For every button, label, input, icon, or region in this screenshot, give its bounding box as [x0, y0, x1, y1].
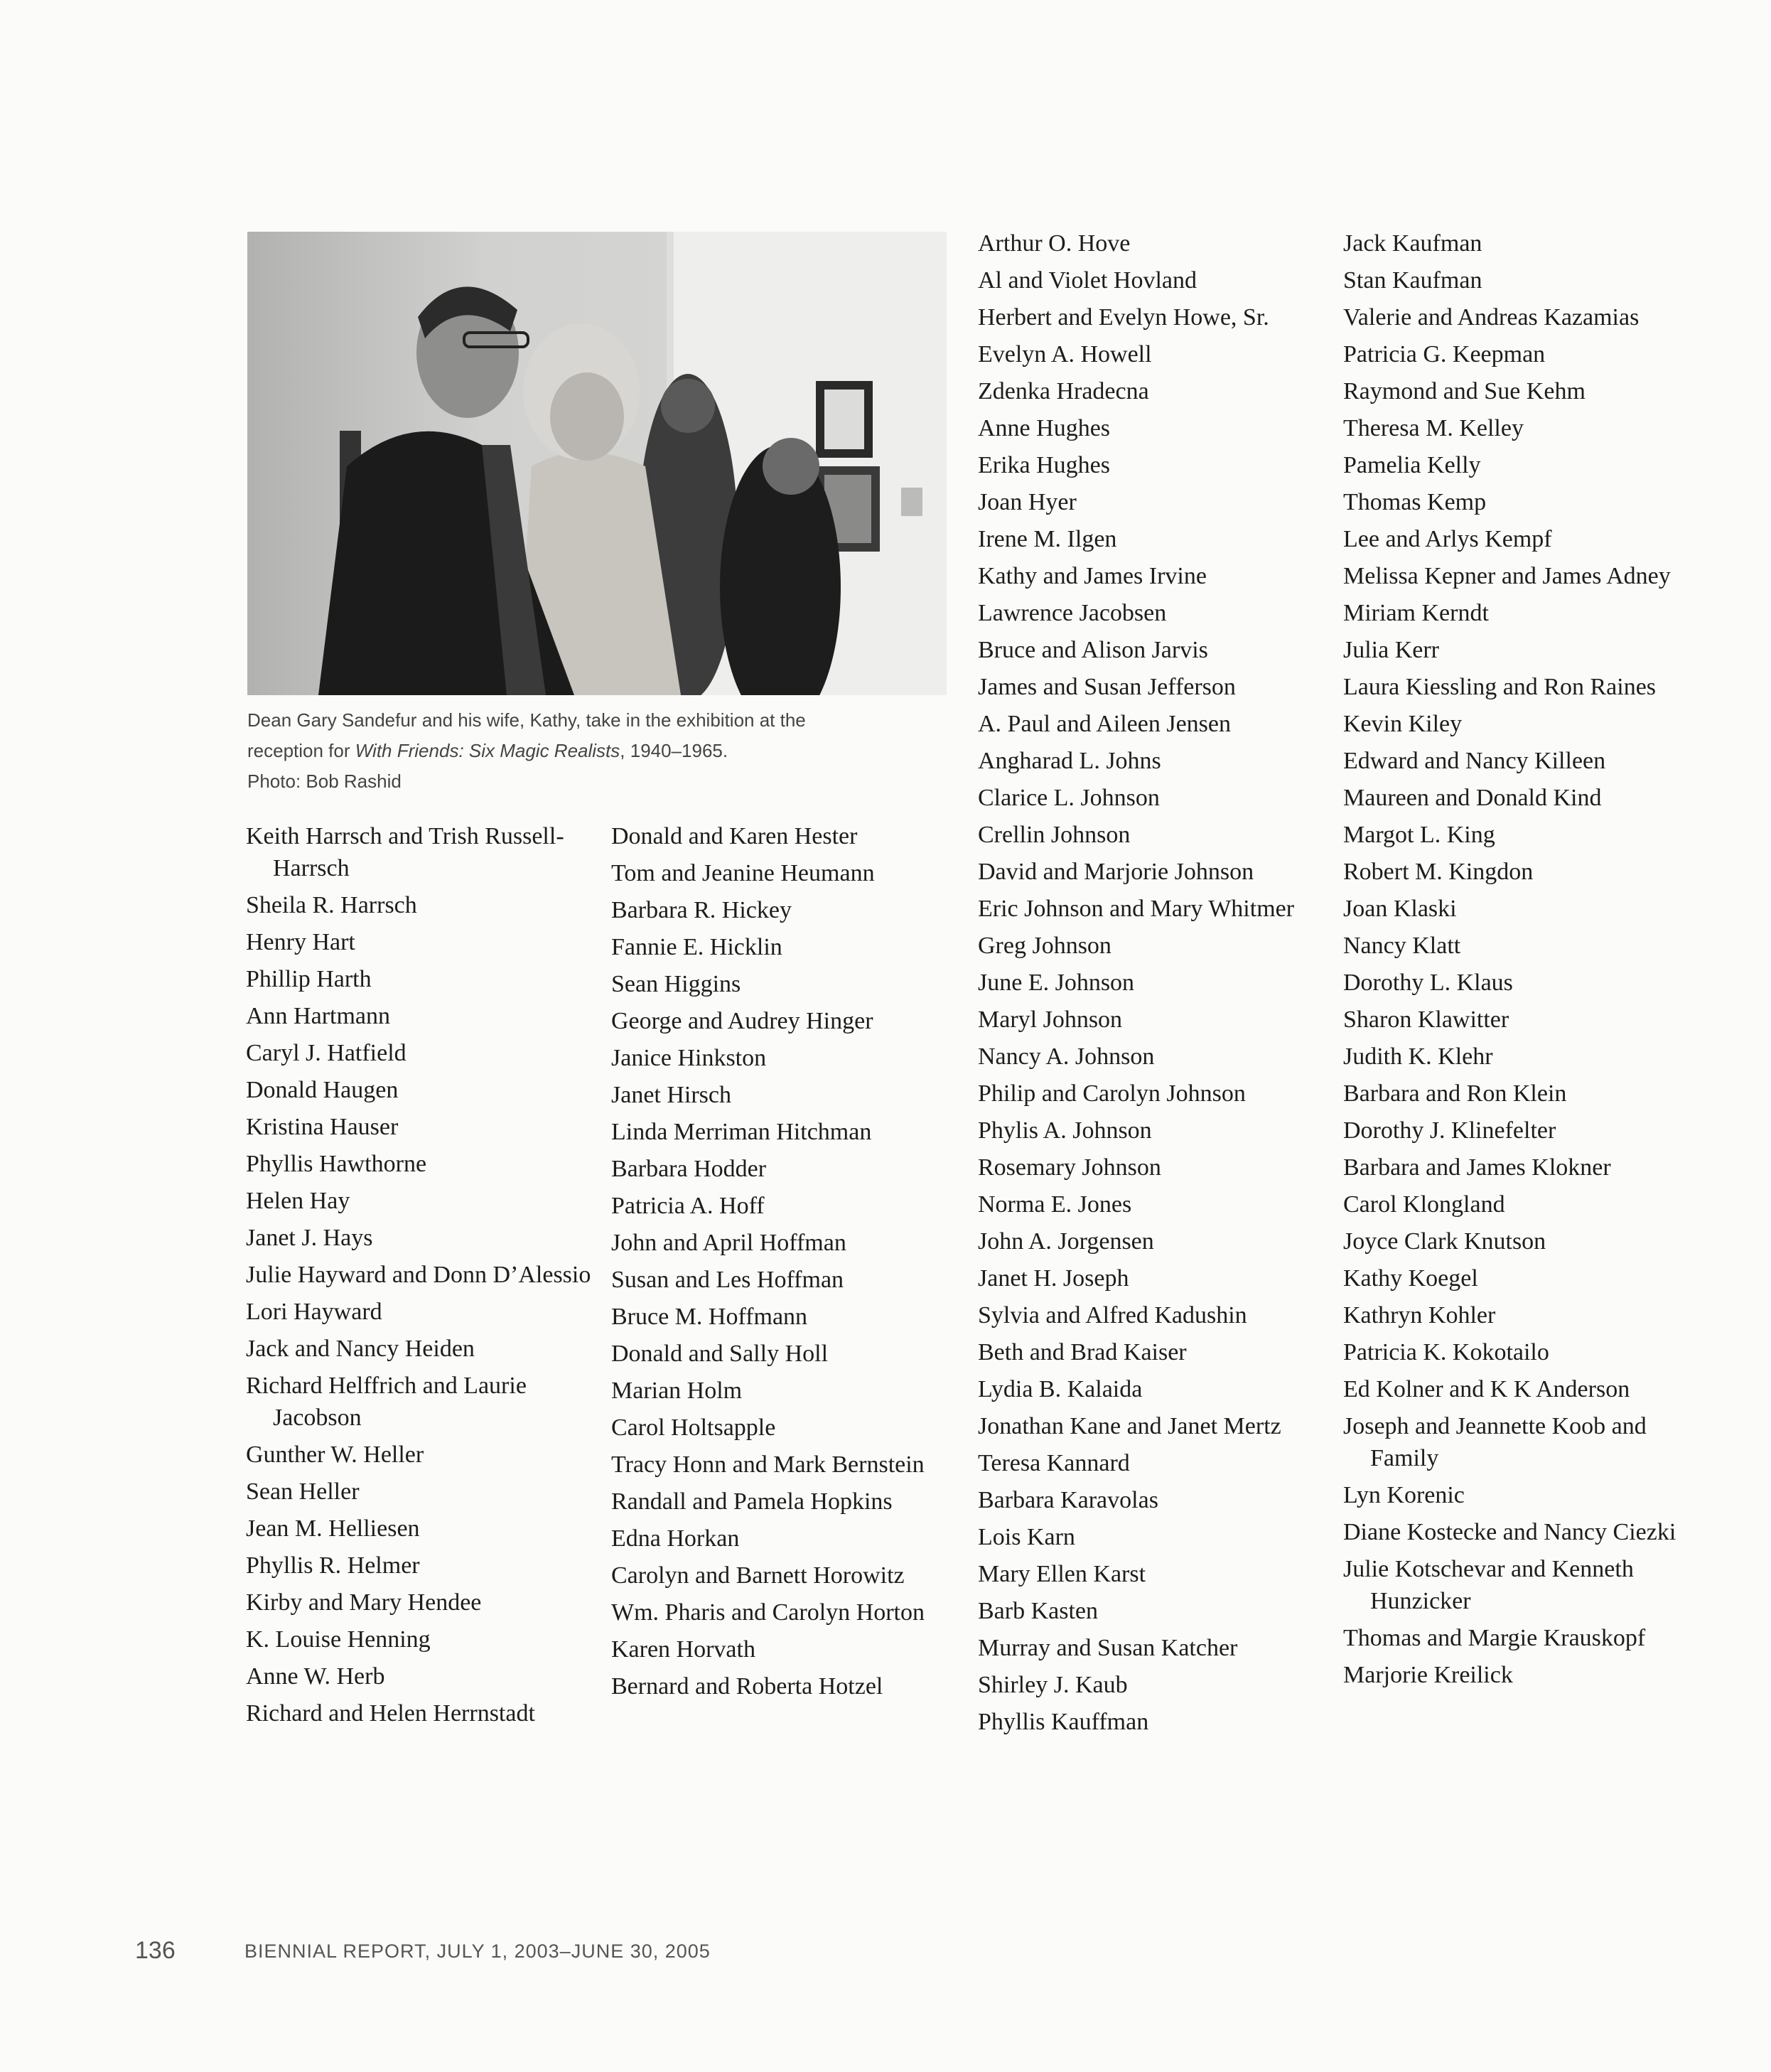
running-title: BIENNIAL REPORT, JULY 1, 2003–JUNE 30, 2005	[244, 1941, 711, 1962]
donor-name: Murray and Susan Katcher	[978, 1635, 1238, 1661]
donor-name: Kirby and Mary Hendee	[246, 1589, 482, 1616]
donor-name: Judith K. Klehr	[1343, 1043, 1493, 1070]
donor-name: Barbara Hodder	[611, 1156, 767, 1182]
donor-column-4	[1343, 227, 1699, 1696]
donor-name: John and April Hoffman	[611, 1230, 846, 1256]
exhibition-photo	[247, 232, 947, 695]
donor-name: Maureen and Donald Kind	[1343, 785, 1602, 811]
donor-name: Beth and Brad Kaiser	[978, 1339, 1187, 1365]
donor-name: Dorothy J. Klinefelter	[1343, 1117, 1556, 1144]
donor-name: Janet J. Hays	[246, 1225, 373, 1251]
donor-name: Erika Hughes	[978, 452, 1111, 478]
donor-name: George and Audrey Hinger	[611, 1008, 873, 1034]
donor-name: Carolyn and Barnett Horowitz	[611, 1562, 905, 1589]
donor-name: Sylvia and Alfred Kadushin	[978, 1302, 1247, 1328]
donor-name: Patricia G. Keepman	[1343, 341, 1546, 367]
donor-name: Kathy Koegel	[1343, 1265, 1478, 1292]
donor-name: Crellin Johnson	[978, 822, 1131, 848]
donor-name: Fannie E. Hicklin	[611, 934, 782, 960]
donor-name: John A. Jorgensen	[978, 1228, 1154, 1255]
donor-name: Barb Kasten	[978, 1598, 1099, 1624]
donor-name: Sheila R. Harrsch	[246, 892, 417, 918]
donor-name: Carol Klongland	[1343, 1191, 1505, 1218]
donor-name: Anne Hughes	[978, 415, 1111, 441]
donor-name: Evelyn A. Howell	[978, 341, 1152, 367]
donor-name: Jack Kaufman	[1343, 230, 1482, 257]
donor-name: Joan Hyer	[978, 489, 1077, 515]
donor-name: Henry Hart	[246, 929, 355, 955]
donor-name: Jean M. Helliesen	[246, 1515, 420, 1542]
donor-name: Susan and Les Hoffman	[611, 1267, 844, 1293]
donor-name: Barbara Karavolas	[978, 1487, 1158, 1513]
donor-name: Clarice L. Johnson	[978, 785, 1160, 811]
donor-name: David and Marjorie Johnson	[978, 859, 1254, 885]
donor-name: Phillip Harth	[246, 966, 372, 992]
donor-name: Tom and Jeanine Heumann	[611, 860, 875, 886]
donor-name: Donald Haugen	[246, 1077, 399, 1103]
donor-name: Kristina Hauser	[246, 1114, 399, 1140]
donor-name: Nancy Klatt	[1343, 933, 1461, 959]
donor-name: Lydia B. Kalaida	[978, 1376, 1143, 1402]
donor-name: Richard Helffrich and Laurie Jacobson	[246, 1373, 527, 1431]
donor-name: Julie Hayward and Donn D’Alessio	[246, 1262, 591, 1288]
donor-name: Keith Harrsch and Trish Russell-Harrsch	[246, 823, 564, 881]
donor-name: Linda Merriman Hitchman	[611, 1119, 872, 1145]
donor-name: Lawrence Jacobsen	[978, 600, 1167, 626]
donor-name: Edna Horkan	[611, 1525, 740, 1552]
donor-name: Bernard and Roberta Hotzel	[611, 1673, 883, 1700]
page-number: 136	[135, 1937, 176, 1964]
donor-name: Sean Heller	[246, 1478, 360, 1505]
donor-name: Barbara R. Hickey	[611, 897, 792, 923]
donor-name: Lori Hayward	[246, 1299, 382, 1325]
donor-name: Helen Hay	[246, 1188, 350, 1214]
donor-name: Wm. Pharis and Carolyn Horton	[611, 1599, 925, 1626]
exhibition-title: With Friends: Six Magic Realists	[355, 740, 620, 761]
donor-name: Marian Holm	[611, 1378, 743, 1404]
donor-name: Phyllis Hawthorne	[246, 1151, 427, 1177]
donor-name: Joan Klaski	[1343, 896, 1457, 922]
donor-name: Sharon Klawitter	[1343, 1007, 1509, 1033]
donor-name: Miriam Kerndt	[1343, 600, 1489, 626]
caption-suffix: , 1940–1965.	[620, 740, 728, 761]
donor-name: Julia Kerr	[1343, 637, 1440, 663]
donor-name: Anne W. Herb	[246, 1663, 385, 1690]
donor-name: Diane Kostecke and Nancy Ciezki	[1343, 1519, 1676, 1545]
donor-name: Philip and Carolyn Johnson	[978, 1080, 1246, 1107]
donor-name: Zdenka Hradecna	[978, 378, 1149, 404]
donor-name: Al and Violet Hovland	[978, 267, 1197, 294]
donor-name: Ann Hartmann	[246, 1003, 391, 1029]
photo-credit: Photo: Bob Rashid	[247, 771, 402, 792]
donor-name: Bruce and Alison Jarvis	[978, 637, 1208, 663]
donor-name: Jonathan Kane and Janet Mertz	[978, 1413, 1281, 1439]
donor-name: Shirley J. Kaub	[978, 1672, 1128, 1698]
donor-name: Herbert and Evelyn Howe, Sr.	[978, 304, 1269, 331]
donor-name: Karen Horvath	[611, 1636, 755, 1663]
donor-name: June E. Johnson	[978, 970, 1135, 996]
donor-name: Gunther W. Heller	[246, 1442, 424, 1468]
donor-name: Lyn Korenic	[1343, 1482, 1465, 1508]
donor-name: Eric Johnson and Mary Whitmer	[978, 896, 1295, 922]
donor-name: Kathryn Kohler	[1343, 1302, 1496, 1328]
donor-name: Laura Kiessling and Ron Raines	[1343, 674, 1657, 700]
donor-name: Janet H. Joseph	[978, 1265, 1129, 1292]
caption-prefix: reception for	[247, 740, 355, 761]
donor-name: Greg Johnson	[978, 933, 1111, 959]
donor-name: Randall and Pamela Hopkins	[611, 1488, 893, 1515]
donor-name: Ed Kolner and K K Anderson	[1343, 1376, 1630, 1402]
donor-name: Angharad L. Johns	[978, 748, 1161, 774]
donor-name: K. Louise Henning	[246, 1626, 431, 1653]
donor-name: Lee and Arlys Kempf	[1343, 526, 1552, 552]
donor-name: Donald and Sally Holl	[611, 1341, 829, 1367]
donor-name: Janice Hinkston	[611, 1045, 767, 1071]
donor-name: Richard and Helen Herrnstadt	[246, 1700, 535, 1727]
donor-name: Patricia K. Kokotailo	[1343, 1339, 1549, 1365]
donor-name: Robert M. Kingdon	[1343, 859, 1534, 885]
donor-name: Joseph and Jeannette Koob and Family	[1343, 1413, 1647, 1471]
donor-column-2	[611, 820, 967, 1707]
donor-name: Phyllis Kauffman	[978, 1709, 1149, 1735]
donor-name: Teresa Kannard	[978, 1450, 1130, 1476]
donor-name: Sean Higgins	[611, 971, 741, 997]
donor-name: Barbara and Ron Klein	[1343, 1080, 1567, 1107]
donor-name: Arthur O. Hove	[978, 230, 1131, 257]
donor-name: Theresa M. Kelley	[1343, 415, 1524, 441]
donor-name: Thomas Kemp	[1343, 489, 1487, 515]
donor-name: Rosemary Johnson	[978, 1154, 1161, 1181]
donor-name: Mary Ellen Karst	[978, 1561, 1146, 1587]
donor-name: Raymond and Sue Kehm	[1343, 378, 1586, 404]
caption-line-1: Dean Gary Sandefur and his wife, Kathy, take in the exhibition at the	[247, 709, 806, 731]
donor-name: Tracy Honn and Mark Bernstein	[611, 1451, 925, 1478]
donor-name: Caryl J. Hatfield	[246, 1040, 407, 1066]
donor-name: Norma E. Jones	[978, 1191, 1132, 1218]
donor-name: Joyce Clark Knutson	[1343, 1228, 1546, 1255]
donor-name: Patricia A. Hoff	[611, 1193, 765, 1219]
donor-name: Melissa Kepner and James Adney	[1343, 563, 1671, 589]
donor-name: Janet Hirsch	[611, 1082, 732, 1108]
donor-name: Valerie and Andreas Kazamias	[1343, 304, 1640, 331]
donor-name: Marjorie Kreilick	[1343, 1662, 1513, 1688]
donor-name: Jack and Nancy Heiden	[246, 1336, 475, 1362]
donor-name: Maryl Johnson	[978, 1007, 1123, 1033]
donor-name: Donald and Karen Hester	[611, 823, 858, 849]
donor-name: Kathy and James Irvine	[978, 563, 1207, 589]
caption-line-2	[247, 736, 947, 766]
donor-name: Bruce M. Hoffmann	[611, 1304, 808, 1330]
donor-name: Carol Holtsapple	[611, 1415, 776, 1441]
donor-name: Barbara and James Klokner	[1343, 1154, 1611, 1181]
donor-name: Phyllis R. Helmer	[246, 1552, 420, 1579]
photo-caption	[247, 705, 947, 797]
photo-gallery-reception-icon	[247, 232, 947, 695]
donor-column-1	[246, 820, 601, 1734]
donor-name: Lois Karn	[978, 1524, 1075, 1550]
donor-name: Julie Kotschevar and Kenneth Hunzicker	[1343, 1556, 1634, 1614]
donor-name: Dorothy L. Klaus	[1343, 970, 1513, 996]
donor-name: James and Susan Jefferson	[978, 674, 1236, 700]
donor-name: Pamelia Kelly	[1343, 452, 1481, 478]
donor-name: Edward and Nancy Killeen	[1343, 748, 1606, 774]
donor-name: Stan Kaufman	[1343, 267, 1482, 294]
donor-name: A. Paul and Aileen Jensen	[978, 711, 1231, 737]
donor-name: Thomas and Margie Krauskopf	[1343, 1625, 1646, 1651]
donor-name: Kevin Kiley	[1343, 711, 1463, 737]
donor-name: Phylis A. Johnson	[978, 1117, 1152, 1144]
donor-column-3	[978, 227, 1333, 1743]
donor-name: Irene M. Ilgen	[978, 526, 1117, 552]
donor-name: Margot L. King	[1343, 822, 1495, 848]
donor-name: Nancy A. Johnson	[978, 1043, 1155, 1070]
